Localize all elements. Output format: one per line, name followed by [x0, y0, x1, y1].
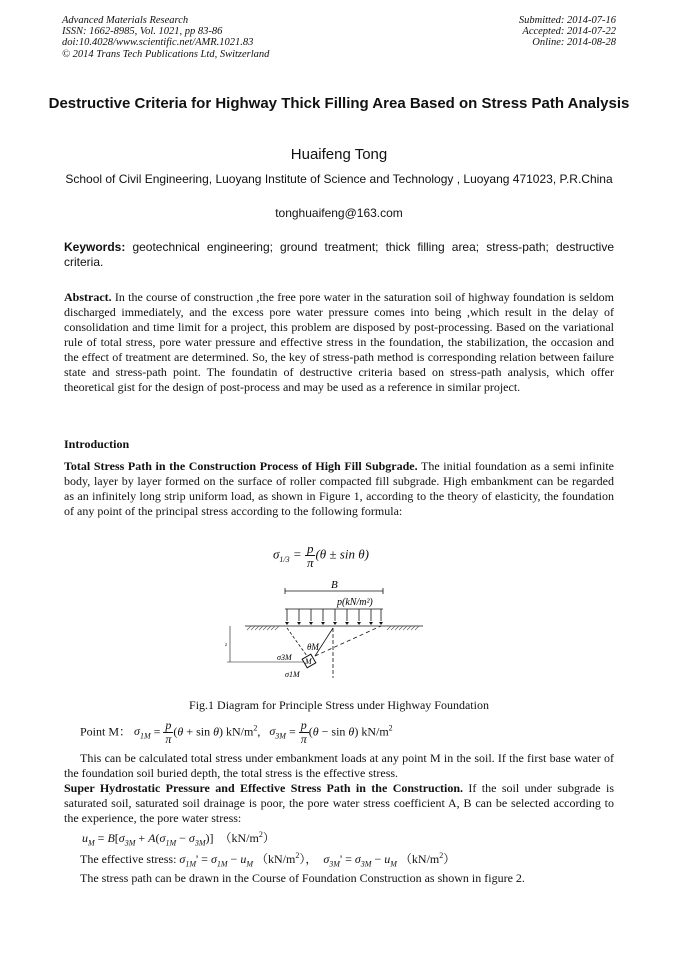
abstract-label: Abstract. — [64, 290, 112, 304]
point-m-label: Point M： — [80, 724, 132, 739]
online-date: Online: 2014-08-28 — [532, 37, 616, 49]
accepted-date: Accepted: 2014-07-22 — [522, 26, 616, 38]
pore-water-equation: $u_M = B[\sigma_{3M} + A(\sigma_{1M} - \sigma_{3M})]$ $(kN/m^2)$ — [82, 830, 275, 848]
abstract-block — [64, 290, 614, 395]
submitted-date: Submitted: 2014-07-16 — [518, 15, 616, 26]
section2-heading: Super Hydrostatic Pressure and Effective Stress Path in the Construction. — [64, 781, 464, 795]
label-sigma1: σ1M — [285, 670, 300, 679]
label-z: z — [225, 643, 228, 648]
foundation-diagram — [225, 578, 425, 682]
keywords-text: geotechnical engineering; ground treatment; thick filling area; stress-path; destructive criteria. — [64, 240, 614, 269]
paper-affiliation: School of Civil Engineering, Luoyang Institute of Science and Technology , Luoyang 471023, P.R.China — [65, 172, 613, 186]
abstract-text: In the course of construction ,the free pore water in the saturation soil of highway foundation is seldom discharged immediately, and the excess pore water pressure comes into being ,which result in the delay of consolidation and time limit for a project, this problem are disposed by post-processing. Based on the variational rule of total stress, pore water pressure and effective stress in the foundation, the stabilization, the occasion and the effect of treatment are determined. So, the key of stress-path method is corresponding relation between failure state and stress-path point. The foundatin of destructive criteria based on stress-path analysis, which offer theoretical gist for the design of post-process and may be used as a reference in similar project. — [64, 290, 614, 394]
paper-title: Destructive Criteria for Highway Thick Filling Area Based on Stress Path Analysis — [48, 95, 630, 112]
load-arrows — [285, 609, 383, 621]
label-m: M — [305, 657, 312, 666]
label-sigma3: σ3M — [277, 653, 292, 662]
after-point-paragraph: This can be calculated total stress under embankment loads at any point M in the soil. If the first base water of the foundation soil buried depth, the total stress is the effective stress. — [64, 751, 614, 780]
journal-doi: doi:10.4028/www.scientific.net/AMR.1021.83 — [62, 37, 254, 49]
keywords-block — [64, 240, 614, 270]
label-load: p(kN/m²) — [337, 597, 373, 608]
label-theta: θM — [307, 642, 319, 652]
figure-caption: Fig.1 Diagram for Principle Stress under Highway Foundation — [189, 698, 489, 712]
section1-heading: Total Stress Path in the Construction Process of High Fill Subgrade. — [64, 459, 418, 473]
journal-issn: ISSN: 1662-8985, Vol. 1021, pp 83-86 — [62, 26, 223, 38]
section2-paragraph — [64, 781, 614, 826]
journal-header-right — [519, 15, 616, 49]
paper-author: Huaifeng Tong — [290, 146, 388, 163]
keywords-label: Keywords: — [64, 240, 126, 254]
section1-text: The initial foundation as a semi infinite body, layer by layer formed on the surface of roller compacted fill subgrade. High embankment can be regarded as an infinitely long strip uniform load, as shown in Figure 1, according to the theory of elasticity, the foundation of any point of the principal stress according to the following formula: — [64, 459, 614, 518]
figure-1 — [225, 578, 425, 687]
effective-stress-label: The effective stress: — [80, 852, 177, 866]
section1-paragraph — [64, 459, 614, 519]
final-line: The stress path can be drawn in the Course of Foundation Construction as shown in figure 2. — [80, 871, 525, 885]
journal-copyright: © 2014 Trans Tech Publications Ltd, Switzerland — [62, 48, 270, 60]
journal-header-left — [62, 15, 269, 60]
section2-text: If the soil under subgrade is saturated soil, saturated soil drainage is poor, the pore water stress coefficient A, B can be selected according to the experience, the pore water stress: — [64, 781, 614, 825]
point-m-equations: Point M： $\sigma_{1M}$ = $\frac{p}{\pi}$ (θ + sin θ) $kN/m^2$, $\sigma_{3M}$ = $\frac{p}{\pi}$ (θ − sin θ) $kN/m^2$ — [80, 718, 393, 746]
effective-stress-line: The effective stress: $\sigma_{1M}' = \sigma_{1M} - u_M$ $(kN/m^2)$， $\sigma_{3M}' = \sigma_{3M} - u_M$ $(kN/m^2)$ — [80, 851, 456, 869]
label-b: B — [331, 579, 338, 591]
intro-heading: Introduction — [64, 437, 130, 451]
paper-email: tonghuaifeng@163.com — [275, 206, 403, 220]
journal-name: Advanced Materials Research — [62, 15, 189, 26]
principal-stress-equation: $\sigma_{1/3}$ = $\frac{p}{\pi}$ (θ ± sin θ) — [273, 541, 369, 570]
